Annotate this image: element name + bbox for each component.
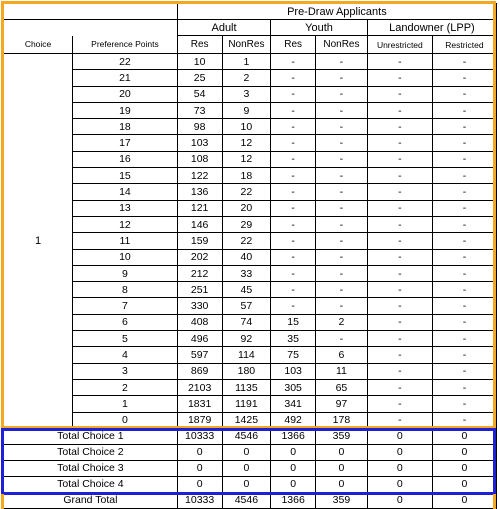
unrestricted-cell: -: [367, 70, 432, 86]
youth-nonres-cell: -: [316, 249, 368, 265]
adult-res-total-cell: 10333: [177, 492, 222, 508]
landowner-header: Landowner (LPP): [367, 20, 496, 36]
table-row: [4, 102, 497, 118]
choice-cell: 1: [4, 54, 73, 429]
total-row: [4, 476, 497, 492]
youth-res-cell: -: [271, 135, 316, 151]
table-row: [4, 363, 497, 379]
adult-nonres-cell: 1191: [222, 396, 271, 412]
youth-nonres-cell: -: [316, 265, 368, 281]
adult-res-cell: 597: [177, 347, 222, 363]
total-label: Total Choice 4: [4, 476, 178, 492]
total-label: Total Choice 3: [4, 460, 178, 476]
grand-total-row: [4, 492, 497, 508]
youth-res-cell: -: [271, 102, 316, 118]
adult-nonres-cell: 92: [222, 331, 271, 347]
unrestricted-total-cell: 0: [367, 492, 432, 508]
youth-res-cell: -: [271, 86, 316, 102]
unrestricted-header: Unrestricted: [367, 36, 432, 54]
adult-nonres-cell: 22: [222, 233, 271, 249]
preference-points-cell: 2: [73, 379, 178, 395]
table-row: [4, 379, 497, 395]
youth-res-cell: 75: [271, 347, 316, 363]
youth-res-cell: -: [271, 233, 316, 249]
preference-points-cell: 4: [73, 347, 178, 363]
restricted-cell: -: [432, 265, 496, 281]
unrestricted-cell: -: [367, 282, 432, 298]
table-row: [4, 347, 497, 363]
restricted-total-cell: 0: [432, 492, 496, 508]
restricted-cell: -: [432, 412, 496, 428]
table-row: [4, 331, 497, 347]
pre-draw-applicants-table: [3, 3, 497, 509]
adult-res-cell: 54: [177, 86, 222, 102]
youth-res-header: Res: [271, 36, 316, 54]
adult-res-cell: 212: [177, 265, 222, 281]
preference-points-header: Preference Points: [73, 36, 178, 54]
adult-res-cell: 869: [177, 363, 222, 379]
preference-points-cell: 5: [73, 331, 178, 347]
unrestricted-cell: -: [367, 298, 432, 314]
adult-res-cell: 98: [177, 119, 222, 135]
adult-nonres-cell: 1425: [222, 412, 271, 428]
adult-nonres-cell: 9: [222, 102, 271, 118]
total-row: [4, 460, 497, 476]
adult-nonres-cell: 33: [222, 265, 271, 281]
youth-res-cell: 341: [271, 396, 316, 412]
table-row: [4, 184, 497, 200]
choice-header: Choice: [4, 36, 73, 54]
adult-nonres-total-cell: 4546: [222, 428, 271, 444]
restricted-cell: -: [432, 298, 496, 314]
youth-nonres-cell: -: [316, 119, 368, 135]
youth-nonres-cell: -: [316, 298, 368, 314]
youth-nonres-cell: -: [316, 102, 368, 118]
youth-header: Youth: [271, 20, 368, 36]
unrestricted-cell: -: [367, 363, 432, 379]
youth-res-total-cell: 0: [271, 444, 316, 460]
restricted-cell: -: [432, 151, 496, 167]
unrestricted-cell: -: [367, 396, 432, 412]
preference-points-cell: 1: [73, 396, 178, 412]
adult-res-cell: 10: [177, 54, 222, 70]
adult-res-cell: 122: [177, 168, 222, 184]
youth-nonres-total-cell: 0: [316, 476, 368, 492]
youth-res-cell: 35: [271, 331, 316, 347]
table-row: [4, 282, 497, 298]
adult-res-cell: 103: [177, 135, 222, 151]
adult-nonres-total-cell: 0: [222, 444, 271, 460]
youth-res-cell: -: [271, 216, 316, 232]
adult-res-cell: 496: [177, 331, 222, 347]
preference-points-cell: 20: [73, 86, 178, 102]
unrestricted-cell: -: [367, 331, 432, 347]
youth-nonres-cell: 11: [316, 363, 368, 379]
adult-header: Adult: [177, 20, 271, 36]
adult-res-cell: 1879: [177, 412, 222, 428]
table-title: Pre-Draw Applicants: [177, 4, 496, 20]
youth-res-cell: -: [271, 200, 316, 216]
table-row: [4, 298, 497, 314]
restricted-cell: -: [432, 200, 496, 216]
preference-points-cell: 6: [73, 314, 178, 330]
table-row: [4, 54, 497, 70]
preference-points-cell: 19: [73, 102, 178, 118]
restricted-cell: -: [432, 86, 496, 102]
adult-nonres-total-cell: 4546: [222, 492, 271, 508]
restricted-header: Restricted: [432, 36, 496, 54]
unrestricted-total-cell: 0: [367, 460, 432, 476]
restricted-cell: -: [432, 233, 496, 249]
adult-nonres-cell: 180: [222, 363, 271, 379]
youth-res-cell: -: [271, 282, 316, 298]
table-row: [4, 265, 497, 281]
total-label: Grand Total: [4, 492, 178, 508]
adult-res-cell: 159: [177, 233, 222, 249]
table-row: [4, 86, 497, 102]
unrestricted-cell: -: [367, 102, 432, 118]
adult-nonres-cell: 12: [222, 135, 271, 151]
restricted-cell: -: [432, 70, 496, 86]
preference-points-cell: 7: [73, 298, 178, 314]
restricted-cell: -: [432, 184, 496, 200]
preference-points-cell: 10: [73, 249, 178, 265]
unrestricted-cell: -: [367, 86, 432, 102]
youth-nonres-cell: -: [316, 200, 368, 216]
table-row: [4, 216, 497, 232]
youth-res-cell: -: [271, 265, 316, 281]
total-row: [4, 428, 497, 444]
preference-points-cell: 3: [73, 363, 178, 379]
unrestricted-cell: -: [367, 379, 432, 395]
youth-nonres-cell: 97: [316, 396, 368, 412]
total-label: Total Choice 2: [4, 444, 178, 460]
preference-points-cell: 15: [73, 168, 178, 184]
adult-nonres-cell: 22: [222, 184, 271, 200]
preference-points-cell: 0: [73, 412, 178, 428]
adult-res-total-cell: 0: [177, 460, 222, 476]
unrestricted-cell: -: [367, 347, 432, 363]
preference-points-cell: 18: [73, 119, 178, 135]
youth-nonres-total-cell: 0: [316, 460, 368, 476]
preference-points-cell: 11: [73, 233, 178, 249]
youth-nonres-total-cell: 359: [316, 428, 368, 444]
table-row: [4, 119, 497, 135]
youth-nonres-header: NonRes: [316, 36, 368, 54]
unrestricted-total-cell: 0: [367, 476, 432, 492]
youth-res-cell: 305: [271, 379, 316, 395]
youth-res-total-cell: 0: [271, 476, 316, 492]
unrestricted-cell: -: [367, 412, 432, 428]
title-row: [4, 4, 497, 20]
restricted-total-cell: 0: [432, 428, 496, 444]
restricted-cell: -: [432, 314, 496, 330]
group-header-row: [4, 20, 497, 36]
total-row: [4, 444, 497, 460]
adult-res-cell: 251: [177, 282, 222, 298]
youth-nonres-cell: 2: [316, 314, 368, 330]
adult-nonres-cell: 1: [222, 54, 271, 70]
table-row: [4, 70, 497, 86]
restricted-cell: -: [432, 331, 496, 347]
restricted-cell: -: [432, 168, 496, 184]
youth-res-cell: -: [271, 184, 316, 200]
youth-res-cell: 492: [271, 412, 316, 428]
restricted-cell: -: [432, 119, 496, 135]
table-row: [4, 412, 497, 428]
adult-nonres-header: NonRes: [222, 36, 271, 54]
restricted-cell: -: [432, 379, 496, 395]
restricted-total-cell: 0: [432, 444, 496, 460]
preference-points-cell: 21: [73, 70, 178, 86]
adult-nonres-cell: 114: [222, 347, 271, 363]
adult-res-cell: 108: [177, 151, 222, 167]
table-row: [4, 249, 497, 265]
youth-res-total-cell: 1366: [271, 428, 316, 444]
adult-nonres-cell: 18: [222, 168, 271, 184]
youth-nonres-cell: -: [316, 70, 368, 86]
youth-res-cell: 103: [271, 363, 316, 379]
youth-nonres-cell: -: [316, 233, 368, 249]
youth-nonres-cell: 6: [316, 347, 368, 363]
adult-nonres-cell: 57: [222, 298, 271, 314]
adult-res-total-cell: 0: [177, 444, 222, 460]
table-row: [4, 151, 497, 167]
adult-res-cell: 1831: [177, 396, 222, 412]
adult-res-cell: 25: [177, 70, 222, 86]
unrestricted-cell: -: [367, 54, 432, 70]
preference-points-cell: 17: [73, 135, 178, 151]
restricted-cell: -: [432, 216, 496, 232]
youth-res-total-cell: 1366: [271, 492, 316, 508]
adult-nonres-cell: 3: [222, 86, 271, 102]
adult-nonres-total-cell: 0: [222, 476, 271, 492]
unrestricted-cell: -: [367, 151, 432, 167]
preference-points-cell: 12: [73, 216, 178, 232]
youth-res-total-cell: 0: [271, 460, 316, 476]
restricted-cell: -: [432, 282, 496, 298]
preference-points-cell: 8: [73, 282, 178, 298]
unrestricted-cell: -: [367, 216, 432, 232]
preference-points-cell: 14: [73, 184, 178, 200]
table-row: [4, 200, 497, 216]
youth-res-cell: -: [271, 168, 316, 184]
youth-nonres-cell: -: [316, 135, 368, 151]
youth-nonres-cell: -: [316, 282, 368, 298]
table-row: [4, 314, 497, 330]
adult-res-total-cell: 0: [177, 476, 222, 492]
table-row: [4, 168, 497, 184]
adult-nonres-cell: 20: [222, 200, 271, 216]
adult-nonres-cell: 1135: [222, 379, 271, 395]
adult-res-cell: 202: [177, 249, 222, 265]
unrestricted-cell: -: [367, 249, 432, 265]
preference-points-cell: 9: [73, 265, 178, 281]
restricted-cell: -: [432, 396, 496, 412]
adult-res-cell: 136: [177, 184, 222, 200]
unrestricted-cell: -: [367, 314, 432, 330]
unrestricted-cell: -: [367, 119, 432, 135]
adult-res-total-cell: 10333: [177, 428, 222, 444]
youth-nonres-cell: -: [316, 184, 368, 200]
adult-res-cell: 121: [177, 200, 222, 216]
table-row: [4, 135, 497, 151]
youth-res-cell: -: [271, 119, 316, 135]
youth-nonres-cell: -: [316, 86, 368, 102]
restricted-cell: -: [432, 249, 496, 265]
youth-res-cell: -: [271, 249, 316, 265]
youth-nonres-cell: -: [316, 151, 368, 167]
adult-nonres-cell: 10: [222, 119, 271, 135]
adult-nonres-total-cell: 0: [222, 460, 271, 476]
total-label: Total Choice 1: [4, 428, 178, 444]
adult-nonres-cell: 45: [222, 282, 271, 298]
unrestricted-cell: -: [367, 200, 432, 216]
restricted-total-cell: 0: [432, 476, 496, 492]
youth-nonres-total-cell: 359: [316, 492, 368, 508]
youth-res-cell: -: [271, 54, 316, 70]
adult-res-cell: 408: [177, 314, 222, 330]
preference-points-cell: 16: [73, 151, 178, 167]
restricted-cell: -: [432, 363, 496, 379]
adult-nonres-cell: 29: [222, 216, 271, 232]
restricted-cell: -: [432, 135, 496, 151]
total-rows: [4, 428, 497, 508]
youth-res-cell: -: [271, 151, 316, 167]
restricted-cell: -: [432, 54, 496, 70]
unrestricted-cell: -: [367, 135, 432, 151]
youth-nonres-cell: -: [316, 168, 368, 184]
adult-res-cell: 73: [177, 102, 222, 118]
youth-res-cell: -: [271, 298, 316, 314]
youth-nonres-cell: -: [316, 54, 368, 70]
youth-nonres-total-cell: 0: [316, 444, 368, 460]
youth-nonres-cell: 178: [316, 412, 368, 428]
preference-points-cell: 13: [73, 200, 178, 216]
data-rows: [4, 54, 497, 429]
adult-res-header: Res: [177, 36, 222, 54]
column-header-row: [4, 36, 497, 54]
table-row: [4, 396, 497, 412]
restricted-total-cell: 0: [432, 460, 496, 476]
unrestricted-cell: -: [367, 265, 432, 281]
unrestricted-total-cell: 0: [367, 444, 432, 460]
adult-res-cell: 146: [177, 216, 222, 232]
youth-nonres-cell: 65: [316, 379, 368, 395]
adult-nonres-cell: 40: [222, 249, 271, 265]
unrestricted-cell: -: [367, 184, 432, 200]
table-row: [4, 233, 497, 249]
adult-res-cell: 330: [177, 298, 222, 314]
adult-nonres-cell: 74: [222, 314, 271, 330]
youth-nonres-cell: -: [316, 331, 368, 347]
adult-nonres-cell: 2: [222, 70, 271, 86]
youth-res-cell: -: [271, 70, 316, 86]
adult-res-cell: 2103: [177, 379, 222, 395]
preference-points-cell: 22: [73, 54, 178, 70]
unrestricted-cell: -: [367, 168, 432, 184]
restricted-cell: -: [432, 347, 496, 363]
youth-res-cell: 15: [271, 314, 316, 330]
youth-nonres-cell: -: [316, 216, 368, 232]
unrestricted-cell: -: [367, 233, 432, 249]
adult-nonres-cell: 12: [222, 151, 271, 167]
restricted-cell: -: [432, 102, 496, 118]
unrestricted-total-cell: 0: [367, 428, 432, 444]
